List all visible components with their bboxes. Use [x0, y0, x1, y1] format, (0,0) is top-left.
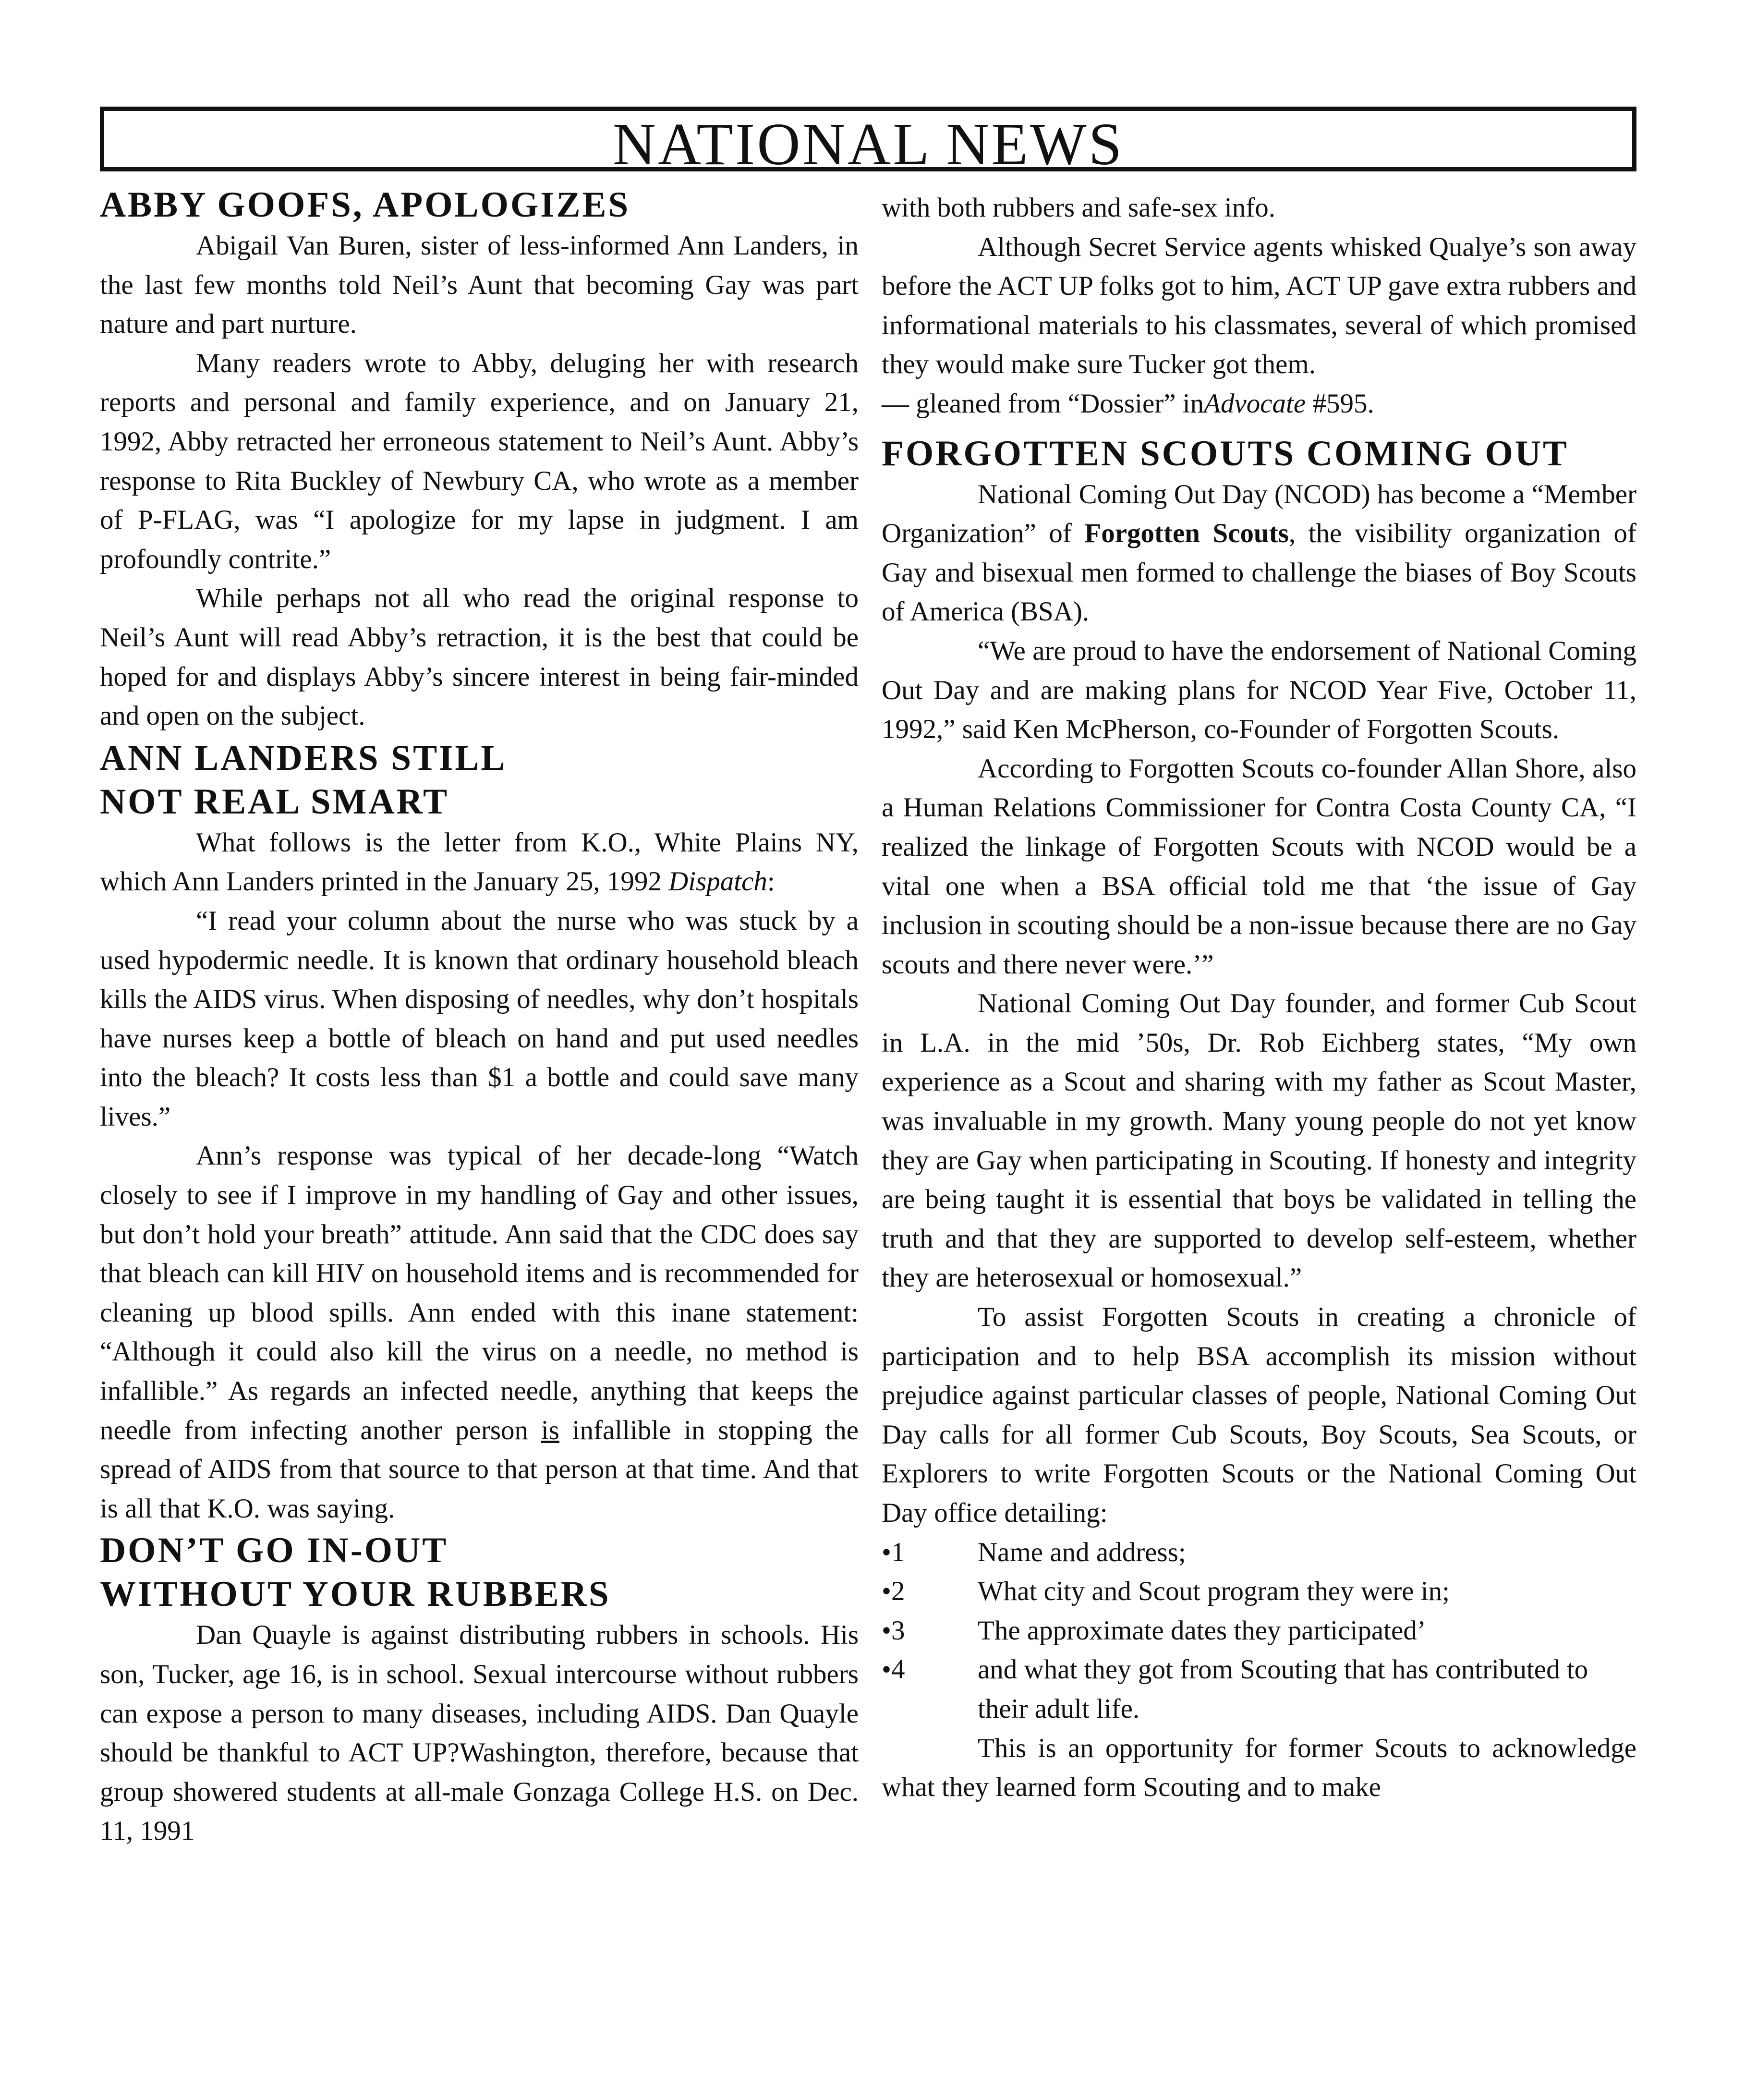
list-text: What city and Scout program they were in;: [978, 1576, 1450, 1607]
scouts-paragraph-2: “We are proud to have the endorsement of National Coming Out Day and are making plans for NCOD Year Five, October 11, 1992,” said Ken McPherson, co-Founder of Forgotten Scouts.: [882, 635, 1636, 745]
headline-rubbers-line-2: WITHOUT YOUR RUBBERS: [100, 1574, 611, 1614]
credit-prefix: — gleaned from “Dossier” in: [882, 388, 1204, 419]
scouts-paragraph-1: [882, 475, 1636, 631]
ann-paragraph-3-a: Ann’s response was typical of her decade-long “Watch closely to see if I improve in my handling of Gay and other issues, but don’t hold your breath” attitude. Ann said that the CDC does say that bleach can kill HIV on household items and is recommended for cleaning up blood spills. Ann ended with this inane statement: “Although it could also kill the virus on a needle, no method is infallible.” As regards an infected needle, anything that keeps the needle from infecting another person: [100, 1141, 859, 1445]
list-text: The approximate dates they participated’: [978, 1615, 1426, 1646]
scouts-list: [882, 1533, 1636, 1729]
dispatch-title: Dispatch: [668, 866, 767, 897]
headline-ann-line-1: ANN LANDERS STILL: [100, 738, 507, 778]
ann-paragraph-1: [100, 823, 859, 901]
list-bullet: •1: [882, 1537, 905, 1567]
abby-paragraph-1: Abigail Van Buren, sister of less-informed Ann Landers, in the last few months told Neil’s Aunt that becoming Gay was part nature and part nurture.: [100, 231, 859, 340]
section-banner: [100, 107, 1636, 178]
advocate-title: Advocate: [1204, 388, 1306, 419]
ann-paragraph-1-text: What follows is the letter from K.O., White Plains NY, which Ann Landers printed in the January 25, 1992: [100, 827, 859, 897]
scouts-paragraph-1-b: , the visibility organization of Gay and bisexual men formed to challenge the biases of Boy Scouts of America (BSA).: [882, 518, 1637, 627]
scouts-paragraph-5: To assist Forgotten Scouts in creating a chronicle of participation and to help BSA accomplish its mission without prejudice against particular classes of people, National Coming Out Day calls for all former Cub Scouts, Boy Scouts, Sea Scouts, or Explorers to write Forgotten Scouts or the National Coming Out Day office detailing:: [882, 1302, 1636, 1528]
headline-scouts: FORGOTTEN SCOUTS COMING OUT: [882, 433, 1569, 473]
ann-paragraph-3: [100, 1136, 859, 1528]
scouts-paragraph-3: According to Forgotten Scouts co-founder Allan Shore, also a Human Relations Commissioner for Contra Costa County CA, “I realized the linkage of Forgotten Scouts with NCOD would be a vital one when a BSA official told me that ‘the issue of Gay inclusion in scouting should be a non-issue because there are no Gay scouts and there never were.’”: [882, 753, 1636, 980]
scouts-paragraph-6: This is an opportunity for former Scouts to acknowledge what they learned form Scouting and to make: [882, 1733, 1636, 1803]
headline-abby: ABBY GOOFS, APOLOGIZES: [100, 185, 630, 225]
right-column: [882, 188, 1636, 1807]
left-column: [100, 182, 859, 1851]
list-text: Name and address;: [978, 1537, 1186, 1567]
credit-suffix: #595.: [1312, 388, 1374, 419]
abby-paragraph-3: While perhaps not all who read the original response to Neil’s Aunt will read Abby’s retraction, it is the best that could be hoped for and displays Abby’s sincere interest in being fair-minded and open on the subject.: [100, 583, 859, 731]
list-text: and what they got from Scouting that has contributed to their adult life.: [978, 1654, 1588, 1724]
scouts-paragraph-4: National Coming Out Day founder, and former Cub Scout in L.A. in the mid ’50s, Dr. Rob Eichberg states, “My own experience as a Scout and sharing with my father as Scout Master, was invaluable in my growth. Many young people do not yet know they are Gay when participating in Scouting. If honesty and integrity are being taught it is essential that boys be validated in telling the truth and that they are supported to develop self-esteem, whether they are heterosexual or homosexual.”: [882, 988, 1636, 1293]
list-bullet: •3: [882, 1615, 905, 1646]
rubbers-credit: [882, 384, 1636, 424]
section-title: NATIONAL NEWS: [612, 111, 1124, 178]
headline-rubbers-line-1: DON’T GO IN-OUT: [100, 1530, 448, 1571]
list-item: [882, 1572, 1636, 1611]
headline-ann-line-2: NOT REAL SMART: [100, 781, 449, 822]
list-item: [882, 1533, 1636, 1572]
list-bullet: •4: [882, 1654, 905, 1685]
ann-paragraph-1-end: :: [767, 866, 775, 897]
ann-letter-quote: “I read your column about the nurse who was stuck by a used hypodermic needle. It is known that ordinary household bleach kills the AIDS virus. When disposing of needles, why don’t hospitals have nurses keep a bottle of bleach on hand and put used needles into the bleach? It costs less than $1 a bottle and could save many lives.”: [100, 905, 859, 1132]
rubbers-paragraph-1: Dan Quayle is against distributing rubbers in schools. His son, Tucker, age 16, is in school. Sexual intercourse without rubbers can expose a person to many diseases, including AIDS. Dan Quayle should be thankful to ACT UP?Washington, therefore, because that group showered students at all-male Gonzaga College H.S. on Dec. 11, 1991: [100, 1620, 859, 1846]
list-bullet: •2: [882, 1576, 905, 1607]
ann-underlined-word: is: [541, 1415, 559, 1445]
forgotten-scouts-name: Forgotten Scouts: [1084, 518, 1289, 549]
list-item: [882, 1611, 1636, 1651]
ann-paragraph-3-b: infallible in stopping the spread of AIDS from that source to that person at that time. And that is all that K.O. was saying.: [100, 1415, 859, 1524]
scouts-paragraph-1-a: National Coming Out Day (NCOD) has become a “Member Organization” of: [882, 479, 1636, 549]
rubbers-paragraph-1-continued: with both rubbers and safe-sex info.: [882, 193, 1275, 223]
abby-paragraph-2: Many readers wrote to Abby, deluging her with research reports and personal and family experience, and on January 21, 1992, Abby retracted her erroneous statement to Neil’s Aunt. Abby’s response to Rita Buckley of Newbury CA, who wrote as a member of P-FLAG, was “I apologize for my lapse in judgment. I am profoundly contrite.”: [100, 348, 859, 574]
rubbers-paragraph-2: Although Secret Service agents whisked Qualye’s son away before the ACT UP folks got to him, ACT UP gave extra rubbers and informational materials to his classmates, several of which promised they would make sure Tucker got them.: [882, 231, 1636, 380]
list-item: [882, 1650, 1636, 1728]
